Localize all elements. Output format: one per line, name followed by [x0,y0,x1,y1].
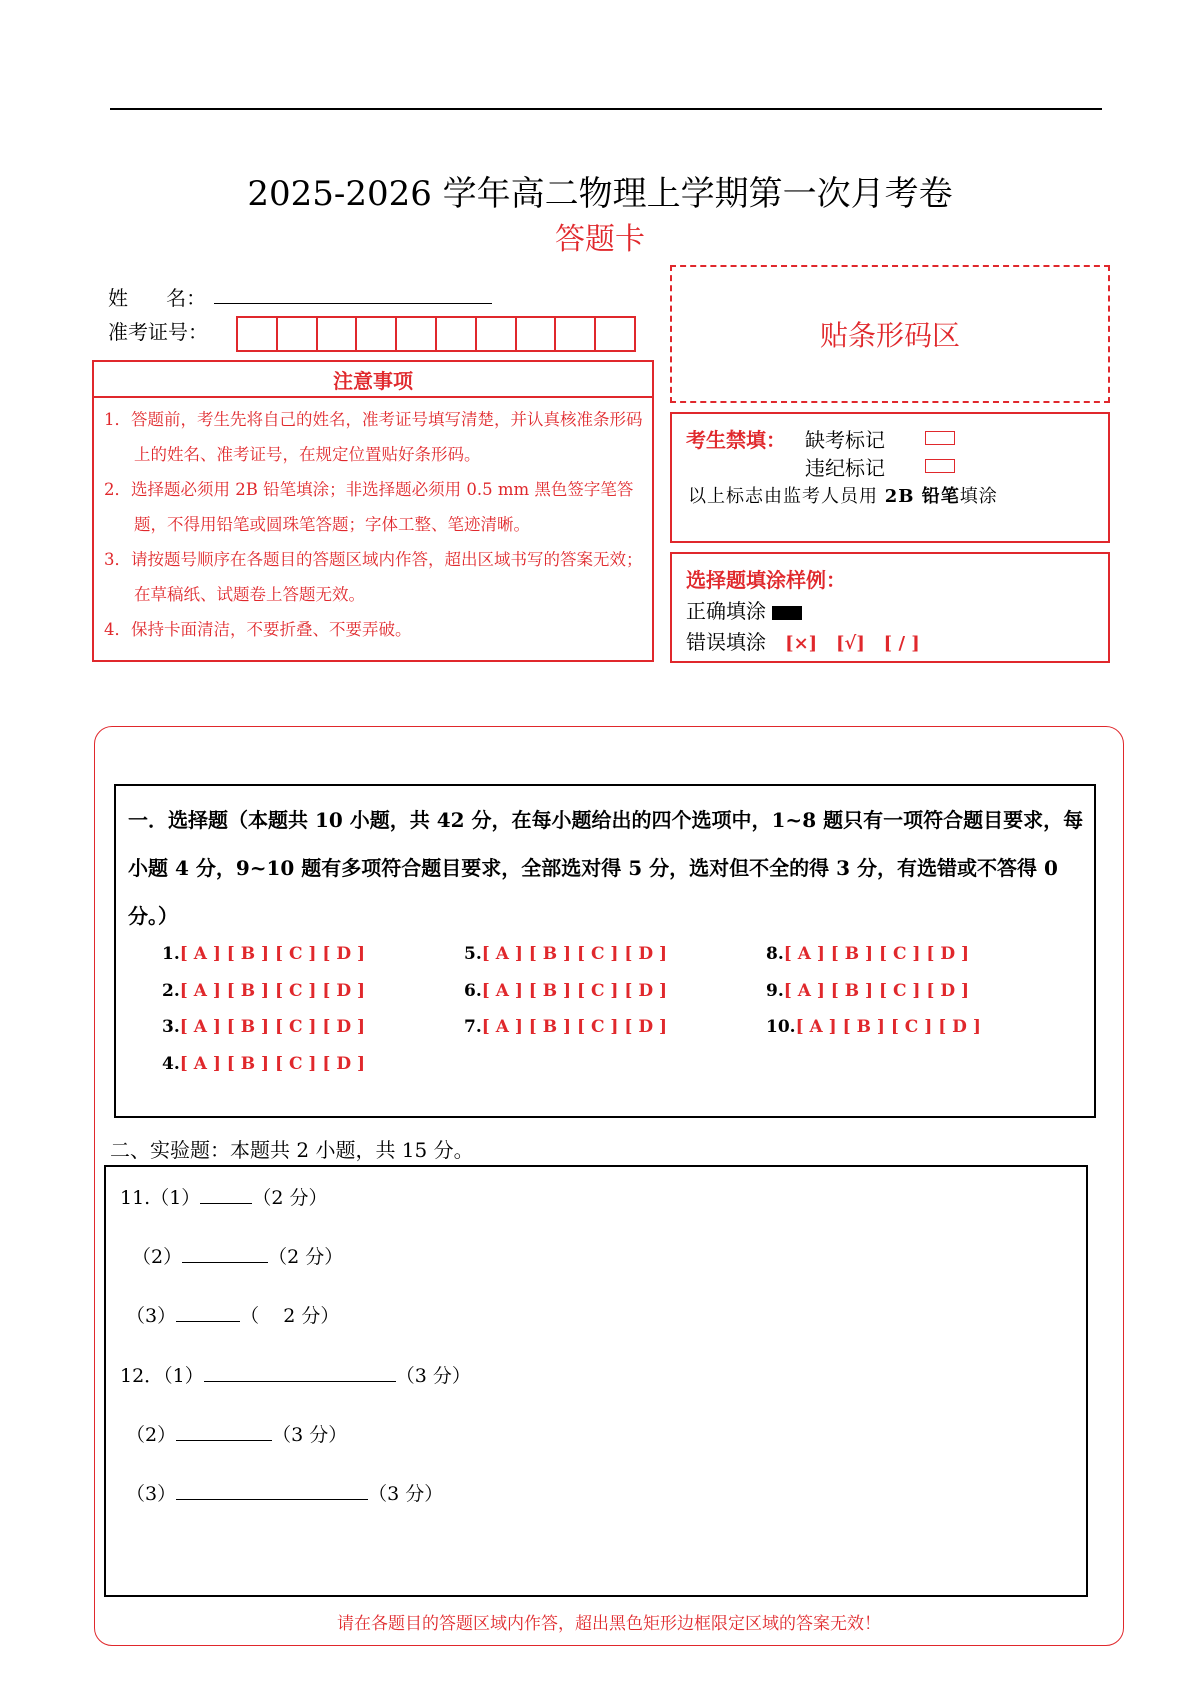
notice-item: 4．保持卡面清洁，不要折叠、不要弄破。 [104,620,412,639]
line-prefix: 12．（1） [120,1365,204,1387]
answer-blank[interactable] [176,1422,272,1441]
line-score: （2 分） [252,1187,328,1209]
question-number: 2. [162,981,180,1001]
line-score: （3 分） [368,1483,444,1505]
forbid-note-bold: 2B 铅笔 [884,486,960,507]
barcode-area [670,265,1110,403]
question-options[interactable]: [ A ] [ B ] [ C ] [ D ] [795,1017,981,1037]
filled-mark-icon [772,606,802,620]
id-digit-cell[interactable] [477,318,517,350]
line-score: （3 分） [272,1424,348,1446]
id-digit-cell[interactable] [556,318,596,350]
answer-blank[interactable] [200,1185,252,1204]
notice-body [92,398,654,662]
question-1[interactable] [162,944,365,964]
id-digit-cell[interactable] [397,318,437,350]
question-4[interactable] [162,1054,365,1074]
id-digit-cell[interactable] [596,318,634,350]
answer-11-1 [120,1183,327,1210]
question-6[interactable] [464,981,667,1001]
choice-section-desc: 一．选择题（本题共 10 小题，共 42 分，在每小题给出的四个选项中，1~8 题只有一项符合题目要求，每小题 4 分，9~10 题有多项符合题目要求，全部选对得 5 分，选对但不全的得 3 分，有选错或不答得 0 分。） [128,808,1084,928]
id-digit-cell[interactable] [318,318,358,350]
top-rule [110,108,1102,110]
question-5[interactable] [464,944,667,964]
question-options[interactable]: [ A ] [ B ] [ C ] [ D ] [179,981,366,1001]
id-digit-cell[interactable] [517,318,557,350]
question-options[interactable]: [ A ] [ B ] [ C ] [ D ] [179,1017,366,1037]
question-number: 4. [162,1054,180,1074]
question-3[interactable] [162,1017,365,1037]
question-8[interactable] [766,944,969,964]
question-9[interactable] [766,981,969,1001]
answer-blank[interactable] [182,1244,268,1263]
line-prefix: （2） [126,1424,177,1446]
question-options[interactable]: [ A ] [ B ] [ C ] [ D ] [783,981,970,1001]
id-label: 准考证号： [108,320,208,344]
line-score: （2 分） [268,1246,344,1268]
notice-title: 注意事项 [92,360,654,398]
answer-11-3 [126,1301,339,1328]
footer-warning: 请在各题目的答题区域内作答，超出黑色矩形边框限定区域的答案无效！ [337,1614,881,1634]
forbid-title: 考生禁填： [686,428,786,452]
question-options[interactable]: [ A ] [ B ] [ C ] [ D ] [481,981,668,1001]
line-prefix: （2） [132,1246,183,1268]
notice-item: 1．答题前，考生先将自己的姓名，准考证号填写清楚，并认真核准条形码上的姓名、准考证号，在规定位置贴好条形码。 [104,410,643,464]
forbid-note-suffix: 填涂 [959,486,998,507]
answer-sheet-subtitle: 答题卡 [555,222,645,257]
question-options[interactable]: [ A ] [ B ] [ C ] [ D ] [481,944,668,964]
name-field[interactable] [214,303,492,304]
line-prefix: 11.（1） [120,1187,201,1209]
forbid-note-prefix: 以上标志由监考人员用 [688,486,885,507]
id-digit-cell[interactable] [278,318,318,350]
absent-mark[interactable] [925,431,955,445]
id-digit-cell[interactable] [437,318,477,350]
notice-item: 2．选择题必须用 2B 铅笔填涂；非选择题必须用 0.5 mm 黑色签字笔答题，不得用铅笔或圆珠笔答题；字体工整、笔迹清晰。 [104,480,634,534]
question-10[interactable] [766,1017,981,1037]
question-number: 1. [162,944,180,964]
line-score: （ 2 分） [240,1305,340,1327]
absent-label: 缺考标记 [805,428,885,452]
question-number: 8. [766,944,784,964]
wrong-fill-label: 错误填涂 [686,630,766,654]
experiment-section-title: 二、实验题：本题共 2 小题，共 15 分。 [110,1138,474,1162]
question-number: 5. [464,944,482,964]
question-number: 6. [464,981,482,1001]
correct-fill-label: 正确填涂 [686,599,766,623]
question-options[interactable]: [ A ] [ B ] [ C ] [ D ] [783,944,970,964]
line-score: （3 分） [395,1365,471,1387]
correct-fill-row [686,595,802,624]
answer-12-1 [120,1361,471,1388]
question-options[interactable]: [ A ] [ B ] [ C ] [ D ] [179,1054,366,1074]
barcode-label: 贴条形码区 [819,319,960,352]
answer-12-3 [126,1479,443,1506]
exam-title: 2025-2026 学年高二物理上学期第一次月考卷 [247,174,953,214]
question-number: 3. [162,1017,180,1037]
answer-blank[interactable] [176,1303,240,1322]
question-2[interactable] [162,981,365,1001]
line-prefix: （3） [126,1305,177,1327]
question-number: 7. [464,1017,482,1037]
violation-mark[interactable] [925,459,955,473]
question-number: 9. [766,981,784,1001]
wrong-fill-marks: [×] [√] [ / ] [785,633,920,654]
answer-12-2 [126,1420,347,1447]
notice-item: 3．请按题号顺序在各题目的答题区域内作答，超出区域书写的答案无效；在草稿纸、试题卷上答题无效。 [104,550,643,604]
question-options[interactable]: [ A ] [ B ] [ C ] [ D ] [481,1017,668,1037]
question-7[interactable] [464,1017,667,1037]
answer-blank[interactable] [204,1363,396,1382]
id-digit-cell[interactable] [238,318,278,350]
answer-11-2 [132,1242,343,1269]
exam-id-grid [236,316,636,352]
forbid-note [688,482,998,508]
name-label: 姓 名： [108,286,207,310]
answer-blank[interactable] [176,1481,368,1500]
sample-title: 选择题填涂样例： [686,568,846,592]
line-prefix: （3） [126,1483,177,1505]
id-digit-cell[interactable] [357,318,397,350]
question-options[interactable]: [ A ] [ B ] [ C ] [ D ] [179,944,366,964]
question-number: 10. [766,1017,796,1037]
violation-label: 违纪标记 [805,456,885,480]
wrong-fill-row [686,626,920,655]
